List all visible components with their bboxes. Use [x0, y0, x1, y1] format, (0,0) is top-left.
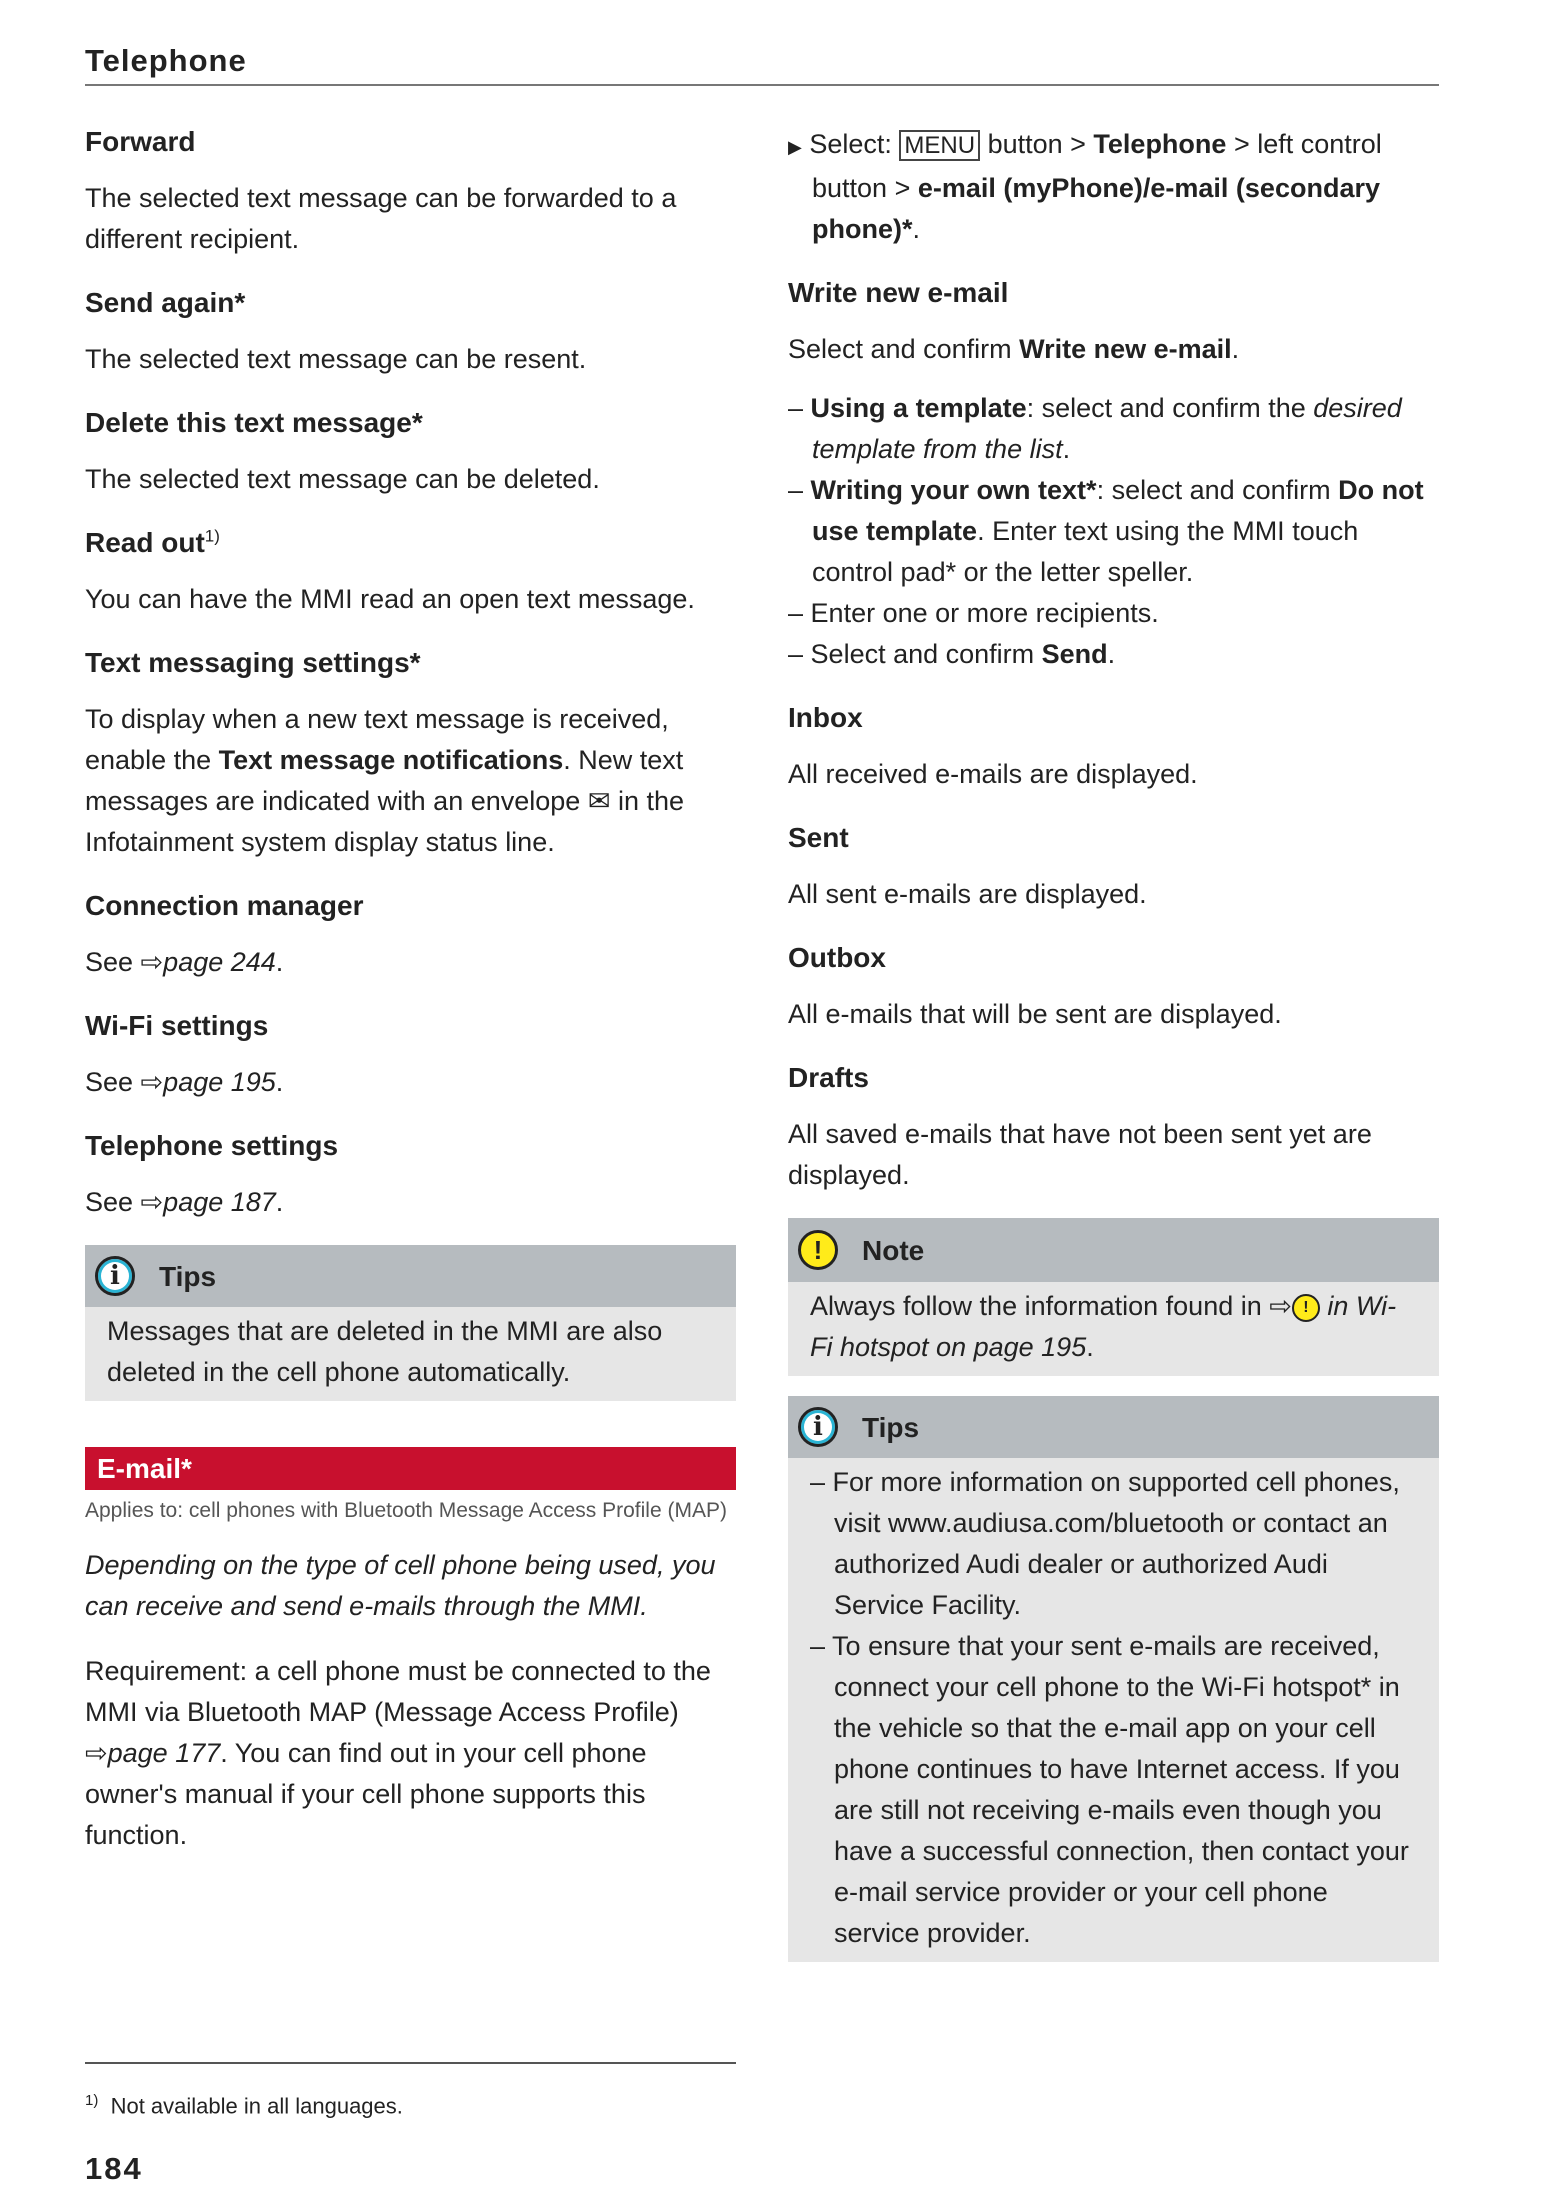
t: Do not use template — [812, 475, 1424, 546]
t: e-mail (myPhone)/e-mail (secondary phone)* — [812, 173, 1380, 244]
tips-header — [85, 1245, 736, 1307]
t: To display when a new text message is received, enable the — [85, 704, 669, 775]
applies-to: Applies to: cell phones with Bluetooth Message Access Profile (MAP) — [85, 1499, 727, 1522]
t: . — [275, 947, 284, 977]
t: . — [1231, 334, 1240, 364]
page-link[interactable]: page 177 — [107, 1738, 221, 1768]
warning-icon: ! — [1292, 1294, 1320, 1322]
heading-drafts: Drafts — [788, 1062, 869, 1093]
heading-connection-manager: Connection manager — [85, 890, 364, 921]
t: Using a template — [810, 393, 1027, 423]
text-drafts: All saved e-mails that have not been sent yet are displayed. — [788, 1119, 1372, 1190]
tips-header — [788, 1396, 1439, 1458]
heading-write-new-email: Write new e-mail — [788, 277, 1009, 308]
t: . You can find out in your cell phone owner's manual if your cell phone supports this function. — [85, 1738, 647, 1850]
text-send-again: The selected text message can be resent. — [85, 344, 587, 374]
header-rule — [85, 84, 1439, 86]
t: Select: — [809, 129, 900, 159]
info-icon: i — [798, 1407, 838, 1447]
t: Telephone — [1093, 129, 1227, 159]
page-link[interactable]: page 195 — [163, 1067, 276, 1097]
tips-box — [788, 1396, 1439, 1962]
t: Always follow the information found in — [810, 1291, 1270, 1321]
heading-delete: Delete this text message* — [85, 407, 423, 438]
footnote-ref: 1) — [204, 526, 220, 546]
list-item — [788, 388, 1439, 470]
t: Requirement: a cell phone must be connected to the MMI via Bluetooth MAP (Message Access Profile) — [85, 1656, 711, 1727]
heading-sent: Sent — [788, 822, 849, 853]
list-item — [788, 634, 1439, 675]
step-marker-icon: ▶ — [788, 137, 802, 157]
t: . Enter text using the MMI touch control pad* or the letter speller. — [812, 516, 1359, 587]
t: . — [1107, 639, 1116, 669]
text-forward: The selected text message can be forwarded to a different recipient. — [85, 183, 677, 254]
text-inbox: All received e-mails are displayed. — [788, 759, 1198, 789]
write-instruction — [788, 329, 1439, 370]
tips-title: Tips — [862, 1411, 920, 1443]
t: . — [912, 214, 921, 244]
arrow-icon: ⇨ — [140, 947, 164, 977]
footnote — [85, 2080, 403, 2126]
t: Send — [1041, 639, 1108, 669]
heading-inbox: Inbox — [788, 702, 863, 733]
t: . — [275, 1187, 284, 1217]
note-link[interactable]: in Wi-Fi hotspot on page 195 — [810, 1291, 1397, 1362]
dash: – — [810, 1467, 826, 1497]
page-link[interactable]: page 187 — [163, 1187, 276, 1217]
t: Select and confirm — [810, 639, 1042, 669]
t: To ensure that your sent e-mails are received, connect your cell phone to the Wi-Fi hotspot* in the vehicle so that the e-mail app on your cell phone continues to have Internet access. If you are still not receiving e-mails even though you have a successful connection, then contact your e-mail service provider or your cell phone service provider. — [832, 1631, 1409, 1948]
t: : select and confirm — [1096, 475, 1339, 505]
dash: – — [788, 393, 804, 423]
see-connection — [85, 942, 736, 983]
email-section-title: E-mail* — [85, 1447, 736, 1490]
page-link[interactable]: page 244 — [163, 947, 276, 977]
footnote-mark: 1) — [85, 2092, 99, 2109]
heading-wifi-settings: Wi-Fi settings — [85, 1010, 269, 1041]
see-telephone — [85, 1182, 736, 1223]
list-item — [810, 1462, 1417, 1626]
tips-body: Messages that are deleted in the MMI are also deleted in the cell phone automatically. — [107, 1316, 663, 1387]
t: > left control button > — [812, 129, 1382, 203]
text-sent: All sent e-mails are displayed. — [788, 879, 1147, 909]
dash: – — [788, 639, 804, 669]
t: desired template from the list — [812, 393, 1402, 464]
note-body — [788, 1282, 1439, 1376]
footnote-rule — [85, 2062, 736, 2064]
email-requirement — [85, 1651, 736, 1856]
tips-title: Tips — [159, 1260, 217, 1292]
heading-forward: Forward — [85, 126, 196, 157]
note-box — [788, 1218, 1439, 1376]
dash: – — [810, 1631, 826, 1661]
warning-icon: ! — [798, 1230, 838, 1270]
heading-text-messaging-settings: Text messaging settings* — [85, 647, 421, 678]
arrow-icon: ⇨ — [1269, 1291, 1292, 1321]
list-item — [788, 593, 1439, 634]
right-column — [788, 124, 1439, 1962]
t: For more information on supported cell phones, visit www.audiusa.com/bluetooth or contact an authorized Audi dealer or authorized Audi Service Facility. — [832, 1467, 1400, 1620]
list-item — [810, 1626, 1417, 1954]
t: . — [1086, 1332, 1094, 1362]
text-delete: The selected text message can be deleted. — [85, 464, 600, 494]
section-header: Telephone — [85, 43, 247, 78]
tips-box — [85, 1245, 736, 1401]
dash: – — [788, 475, 804, 505]
text-tms — [85, 699, 736, 863]
heading-outbox: Outbox — [788, 942, 886, 973]
t: See — [85, 1067, 141, 1097]
heading-text: Read out — [85, 527, 205, 558]
tips-body — [788, 1458, 1439, 1962]
t: See — [85, 1187, 141, 1217]
heading-read-out — [85, 525, 736, 561]
email-intro: Depending on the type of cell phone being used, you can receive and send e-mails through the MMI. — [85, 1550, 716, 1621]
left-column — [85, 124, 736, 1856]
note-header — [788, 1218, 1439, 1282]
t: See — [85, 947, 141, 977]
text-outbox: All e-mails that will be sent are displayed. — [788, 999, 1282, 1029]
t: in the Infotainment system display status line. — [85, 786, 684, 857]
menu-button-label: MENU — [899, 130, 980, 161]
t: Select and confirm — [788, 334, 1020, 364]
t: Writing your own text* — [810, 475, 1097, 505]
info-icon: i — [95, 1256, 135, 1296]
arrow-icon: ⇨ — [140, 1067, 164, 1097]
t: : select and confirm the — [1026, 393, 1314, 423]
select-instruction — [788, 124, 1439, 250]
heading-send-again: Send again* — [85, 287, 246, 318]
write-steps — [788, 388, 1439, 675]
see-wifi — [85, 1062, 736, 1103]
t: . — [1062, 434, 1071, 464]
arrow-icon: ⇨ — [85, 1738, 108, 1768]
envelope-icon: ✉ — [587, 786, 611, 816]
dash: – — [788, 598, 804, 628]
t: Enter one or more recipients. — [810, 598, 1159, 628]
t: . New text messages are indicated with an envelope — [85, 745, 684, 816]
list-item — [788, 470, 1439, 593]
footnote-text: Not available in all languages. — [110, 2093, 403, 2119]
t: . — [275, 1067, 284, 1097]
page-number: 184 — [85, 2151, 143, 2186]
text-read-out: You can have the MMI read an open text message. — [85, 584, 695, 614]
note-title: Note — [862, 1234, 925, 1266]
arrow-icon: ⇨ — [140, 1187, 164, 1217]
heading-telephone-settings: Telephone settings — [85, 1130, 339, 1161]
t: Text message notifications — [218, 745, 564, 775]
t: button > — [980, 129, 1094, 159]
t: Write new e-mail — [1019, 334, 1232, 364]
